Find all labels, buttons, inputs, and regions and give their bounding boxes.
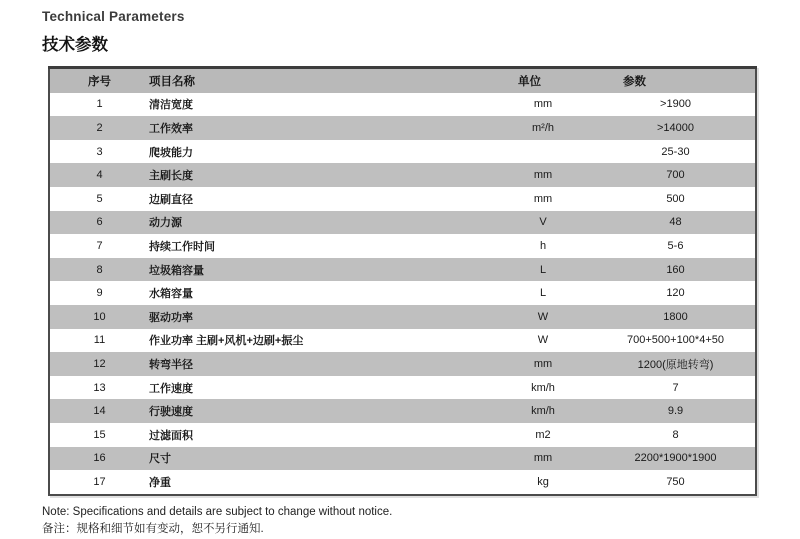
- row-unit-cell: L: [490, 281, 596, 305]
- row-number-cell: 6: [49, 211, 149, 235]
- row-number-cell: 13: [49, 376, 149, 400]
- row-item-name-cell: 驱动功率: [149, 305, 490, 329]
- row-unit-cell: mm: [490, 352, 596, 376]
- table-row: [49, 470, 756, 495]
- row-unit-cell: km/h: [490, 399, 596, 423]
- row-value-cell: 700: [596, 163, 756, 187]
- table-row: [49, 423, 756, 447]
- row-value-cell: 120: [596, 281, 756, 305]
- table-row: [49, 140, 756, 164]
- row-item-name-cell: 清洁宽度: [149, 93, 490, 117]
- column-header-name: 项目名称: [149, 68, 490, 93]
- row-number-cell: 10: [49, 305, 149, 329]
- row-item-name-cell: 行驶速度: [149, 399, 490, 423]
- row-unit-cell: [490, 140, 596, 164]
- table-header: [49, 68, 756, 93]
- row-unit-cell: km/h: [490, 376, 596, 400]
- row-item-name-cell: 垃圾箱容量: [149, 258, 490, 282]
- row-value-cell: 750: [596, 470, 756, 495]
- header-row: [49, 68, 756, 93]
- row-number-cell: 17: [49, 470, 149, 495]
- column-header-no: 序号: [49, 68, 149, 93]
- table-row: [49, 211, 756, 235]
- row-item-name-cell: 动力源: [149, 211, 490, 235]
- row-item-name-cell: 净重: [149, 470, 490, 495]
- row-number-cell: 2: [49, 116, 149, 140]
- row-number-cell: 3: [49, 140, 149, 164]
- row-value-cell: 700+500+100*4+50: [596, 329, 756, 353]
- row-value-cell: >14000: [596, 116, 756, 140]
- row-item-name-cell: 边刷直径: [149, 187, 490, 211]
- table-row: [49, 116, 756, 140]
- row-value-cell: 5-6: [596, 234, 756, 258]
- row-value-cell: 1200(原地转弯): [596, 352, 756, 376]
- row-unit-cell: h: [490, 234, 596, 258]
- row-unit-cell: L: [490, 258, 596, 282]
- row-item-name-cell: 主刷长度: [149, 163, 490, 187]
- row-number-cell: 16: [49, 447, 149, 471]
- row-number-cell: 12: [49, 352, 149, 376]
- note-zh: 备注：规格和细节如有变动，恕不另行通知.: [42, 522, 264, 535]
- row-value-cell: >1900: [596, 93, 756, 117]
- table-row: [49, 305, 756, 329]
- table-row: [49, 352, 756, 376]
- row-value-cell: 2200*1900*1900: [596, 447, 756, 471]
- row-unit-cell: W: [490, 329, 596, 353]
- row-unit-cell: mm: [490, 187, 596, 211]
- row-number-cell: 15: [49, 423, 149, 447]
- row-number-cell: 1: [49, 93, 149, 117]
- table-row: [49, 163, 756, 187]
- row-item-name-cell: 过滤面积: [149, 423, 490, 447]
- row-value-cell: 500: [596, 187, 756, 211]
- row-unit-cell: V: [490, 211, 596, 235]
- row-item-name-cell: 工作速度: [149, 376, 490, 400]
- row-unit-cell: mm: [490, 447, 596, 471]
- row-unit-cell: mm: [490, 93, 596, 117]
- row-value-cell: 48: [596, 211, 756, 235]
- row-number-cell: 14: [49, 399, 149, 423]
- parameters-table: [48, 66, 757, 496]
- row-value-cell: 25-30: [596, 140, 756, 164]
- row-value-cell: 9.9: [596, 399, 756, 423]
- table-row: [49, 376, 756, 400]
- table-row: [49, 281, 756, 305]
- row-value-cell: 1800: [596, 305, 756, 329]
- row-unit-cell: kg: [490, 470, 596, 495]
- row-value-cell: 8: [596, 423, 756, 447]
- row-unit-cell: mm: [490, 163, 596, 187]
- table-row: [49, 93, 756, 117]
- table-row: [49, 234, 756, 258]
- note-en: Note: Specifications and details are subject to change without notice.: [42, 505, 393, 518]
- row-item-name-cell: 水箱容量: [149, 281, 490, 305]
- page-title-en: Technical Parameters: [42, 9, 185, 24]
- row-value-cell: 7: [596, 376, 756, 400]
- page-title-zh: 技术参数: [42, 36, 108, 54]
- row-number-cell: 4: [49, 163, 149, 187]
- row-item-name-cell: 爬坡能力: [149, 140, 490, 164]
- table-row: [49, 329, 756, 353]
- row-item-name-cell: 持续工作时间: [149, 234, 490, 258]
- row-number-cell: 11: [49, 329, 149, 353]
- row-item-name-cell: 工作效率: [149, 116, 490, 140]
- row-item-name-cell: 尺寸: [149, 447, 490, 471]
- row-number-cell: 8: [49, 258, 149, 282]
- row-number-cell: 7: [49, 234, 149, 258]
- row-unit-cell: m2: [490, 423, 596, 447]
- column-header-param: 参数: [596, 68, 756, 93]
- table-row: [49, 187, 756, 211]
- table-row: [49, 447, 756, 471]
- row-item-name-cell: 作业功率 主刷+风机+边刷+振尘: [149, 329, 490, 353]
- table-row: [49, 399, 756, 423]
- row-unit-cell: W: [490, 305, 596, 329]
- row-item-name-cell: 转弯半径: [149, 352, 490, 376]
- table-body: [49, 93, 756, 495]
- table-row: [49, 258, 756, 282]
- column-header-unit: 单位: [490, 68, 596, 93]
- row-number-cell: 9: [49, 281, 149, 305]
- row-number-cell: 5: [49, 187, 149, 211]
- row-unit-cell: m²/h: [490, 116, 596, 140]
- row-value-cell: 160: [596, 258, 756, 282]
